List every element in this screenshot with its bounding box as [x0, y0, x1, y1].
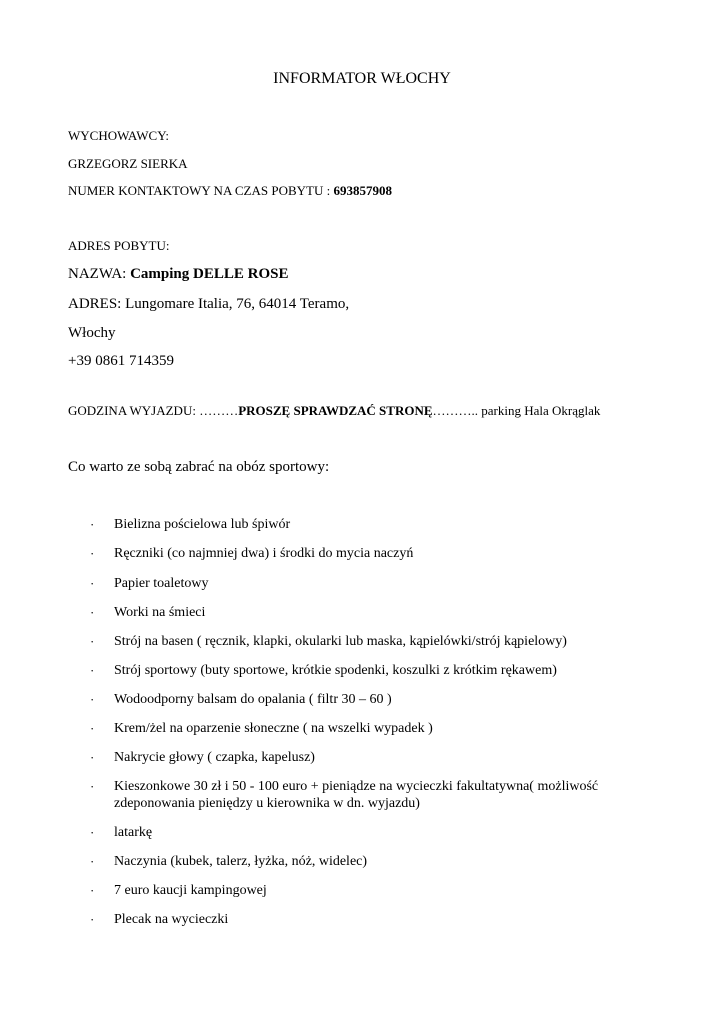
stay-address: ADRES: Lungomare Italia, 76, 64014 Teramo, — [68, 296, 350, 312]
bullet-marker: · — [90, 546, 95, 561]
contact-number: 693857908 — [333, 183, 392, 198]
list-item — [114, 575, 208, 592]
guardians-label: WYCHOWAWCY: — [68, 128, 170, 143]
list-item — [114, 691, 392, 708]
list-item-text: Krem/żel na oparzenie słoneczne ( na wszelki wypadek ) — [114, 721, 433, 736]
list-item — [114, 853, 367, 870]
list-item-text: Worki na śmieci — [114, 605, 206, 620]
list-item-text: Strój sportowy (buty sportowe, krótkie spodenki, koszulki z krótkim rękawem) — [114, 663, 557, 678]
bullet-marker: · — [90, 634, 95, 649]
list-item — [114, 749, 315, 766]
list-item-text: Papier toaletowy — [114, 576, 209, 591]
list-item-text: 7 euro kaucji kampingowej — [114, 883, 267, 898]
stay-country: Włochy — [68, 325, 116, 341]
packing-intro: Co warto ze sobą zabrać na obóz sportowy: — [68, 459, 330, 475]
bullet-marker: · — [90, 825, 95, 840]
bullet-marker: · — [90, 883, 95, 898]
list-item-text: Bielizna pościelowa lub śpiwór — [114, 517, 291, 532]
bullet-marker: · — [90, 576, 95, 591]
stay-name-label: NAZWA: — [68, 266, 131, 282]
list-item — [114, 720, 433, 737]
bullet-marker: · — [90, 854, 95, 869]
list-item-text: Plecak na wycieczki — [114, 912, 229, 927]
bullet-marker: · — [90, 750, 95, 765]
list-item-text: Naczynia (kubek, talerz, łyżka, nóż, widelec) — [114, 854, 368, 869]
list-item-text: latarkę — [114, 825, 153, 840]
list-item — [114, 882, 267, 899]
bullet-marker: · — [90, 692, 95, 707]
list-item-text: Nakrycie głowy ( czapka, kapelusz) — [114, 750, 315, 765]
stay-name-value: Camping DELLE ROSE — [130, 266, 289, 282]
stay-label: ADRES POBYTU: — [68, 238, 170, 253]
list-item-text: Strój na basen ( ręcznik, klapki, okularki lub maska, kąpielówki/strój kąpielowy) — [114, 634, 567, 649]
list-item — [114, 604, 205, 621]
list-item-text: Wodoodporny balsam do opalania ( filtr 30 – 60 ) — [114, 692, 392, 707]
bullet-marker: · — [90, 517, 95, 532]
bullet-marker: · — [90, 605, 95, 620]
guardian-name: GRZEGORZ SIERKA — [68, 156, 188, 171]
list-item — [114, 911, 228, 928]
bullet-marker: · — [90, 779, 95, 794]
list-item-text: zdeponowania pieniędzy u kierownika w dn. wyjazdu) — [114, 796, 420, 811]
contact-label: NUMER KONTAKTOWY NA CZAS POBYTU : — [68, 183, 334, 198]
list-item — [114, 633, 567, 650]
list-item — [114, 545, 413, 562]
departure-rest: ……….. parking Hala Okrąglak — [432, 403, 601, 418]
departure-emphasis: PROSZĘ SPRAWDZAĆ STRONĘ — [238, 403, 433, 418]
list-item-text: Kieszonkowe 30 zł i 50 - 100 euro + pieniądze na wycieczki fakultatywna( możliwość — [114, 779, 599, 794]
stay-name-line — [68, 266, 288, 283]
list-item — [114, 778, 598, 812]
document-title: INFORMATOR WŁOCHY — [273, 70, 451, 87]
bullet-marker: · — [90, 663, 95, 678]
list-item — [114, 824, 152, 841]
list-item — [114, 516, 290, 533]
contact-line — [68, 183, 392, 199]
departure-line — [68, 403, 600, 419]
departure-label: GODZINA WYJAZDU: ……… — [68, 403, 239, 418]
list-item-text: Ręczniki (co najmniej dwa) i środki do mycia naczyń — [114, 546, 414, 561]
stay-phone: +39 0861 714359 — [68, 353, 174, 369]
list-item — [114, 662, 557, 679]
bullet-marker: · — [90, 912, 95, 927]
bullet-marker: · — [90, 721, 95, 736]
